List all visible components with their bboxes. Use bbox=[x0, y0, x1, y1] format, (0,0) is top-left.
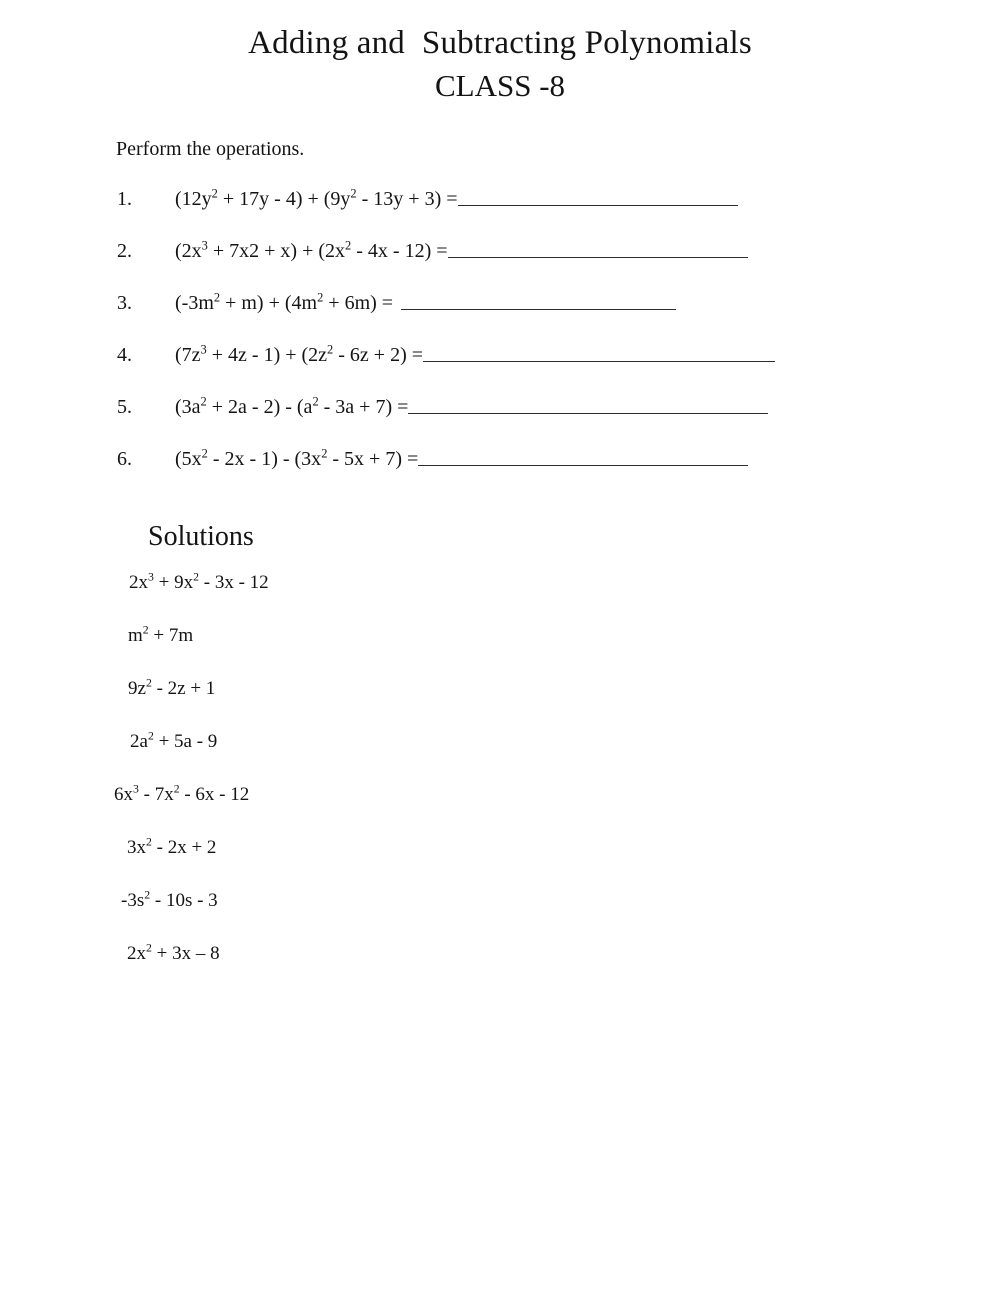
answer-blank[interactable] bbox=[401, 292, 676, 310]
solution-row bbox=[0, 676, 1000, 729]
problem-number: 1. bbox=[117, 188, 132, 210]
answer-blank[interactable] bbox=[458, 188, 738, 206]
problem-expression bbox=[175, 238, 748, 264]
expression-math: $(12y^2 + 17y - 4) + (9y^2 - 13y + 3)$ = bbox=[175, 186, 458, 210]
solution-expression: $-3s^2 - 10s - 3$ bbox=[121, 888, 218, 911]
solution-row bbox=[0, 782, 1000, 835]
problem-number: 6. bbox=[117, 448, 132, 470]
problem-number: 4. bbox=[117, 344, 132, 366]
solution-expression: $m^2 + 7m$ bbox=[128, 623, 194, 646]
problem-expression bbox=[175, 290, 676, 316]
problem-list bbox=[0, 186, 1000, 498]
expression-math: $(2x^3 + 7x2 + x) + (2x^2 - 4x - 12)$ = bbox=[175, 238, 448, 262]
expression-math: $(-3m^2 + m) + (4m^2 + 6m)$ = bbox=[175, 290, 394, 314]
problem-expression bbox=[175, 186, 738, 212]
solution-row bbox=[0, 570, 1000, 623]
worksheet-title bbox=[0, 22, 1000, 106]
problem-row bbox=[0, 342, 1000, 394]
expression-math: $(7z^3 + 4z - 1) + (2z^2 - 6z + 2)$ = bbox=[175, 342, 424, 366]
problem-number: 5. bbox=[117, 396, 132, 418]
page-subtitle: CLASS -8 bbox=[434, 68, 566, 103]
solution-expression: $2x^2 + 3x - 8$ bbox=[127, 941, 220, 964]
solution-expression: $2x^3 + 9x^2 - 3x - 12$ bbox=[129, 570, 269, 593]
expression-math: $(3a^2 + 2a - 2) - (a^2 - 3a + 7)$ = bbox=[175, 394, 409, 418]
problem-number: 2. bbox=[117, 240, 132, 262]
solution-row bbox=[0, 729, 1000, 782]
solution-expression: $2a^2 + 5a - 9$ bbox=[130, 729, 218, 752]
solution-expression: $9z^2 - 2z + 1$ bbox=[128, 676, 216, 699]
problem-row bbox=[0, 290, 1000, 342]
solution-row bbox=[0, 941, 1000, 994]
instruction-text: Perform the operations. bbox=[116, 138, 305, 160]
solution-row bbox=[0, 835, 1000, 888]
page-title: Adding and Subtracting Polynomials bbox=[248, 25, 752, 61]
problem-expression bbox=[175, 446, 748, 472]
answer-blank[interactable] bbox=[408, 396, 768, 414]
problem-expression bbox=[175, 342, 775, 368]
problem-row bbox=[0, 238, 1000, 290]
answer-blank[interactable] bbox=[423, 344, 775, 362]
answer-blank[interactable] bbox=[448, 240, 748, 258]
problem-row bbox=[0, 394, 1000, 446]
solutions-heading: Solutions bbox=[148, 521, 254, 552]
problem-row bbox=[0, 446, 1000, 498]
expression-math: $(5x^2 - 2x - 1) - (3x^2 - 5x + 7)$ = bbox=[175, 446, 419, 470]
solution-row bbox=[0, 623, 1000, 676]
solutions-list bbox=[0, 570, 1000, 994]
solution-expression: $3x^2 - 2x + 2$ bbox=[127, 835, 217, 858]
problem-expression bbox=[175, 394, 768, 420]
solution-expression: $6x^3 - 7x^2 - 6x - 12$ bbox=[114, 782, 250, 805]
answer-blank[interactable] bbox=[418, 448, 748, 466]
solution-row bbox=[0, 888, 1000, 941]
problem-number: 3. bbox=[117, 292, 132, 314]
problem-row bbox=[0, 186, 1000, 238]
